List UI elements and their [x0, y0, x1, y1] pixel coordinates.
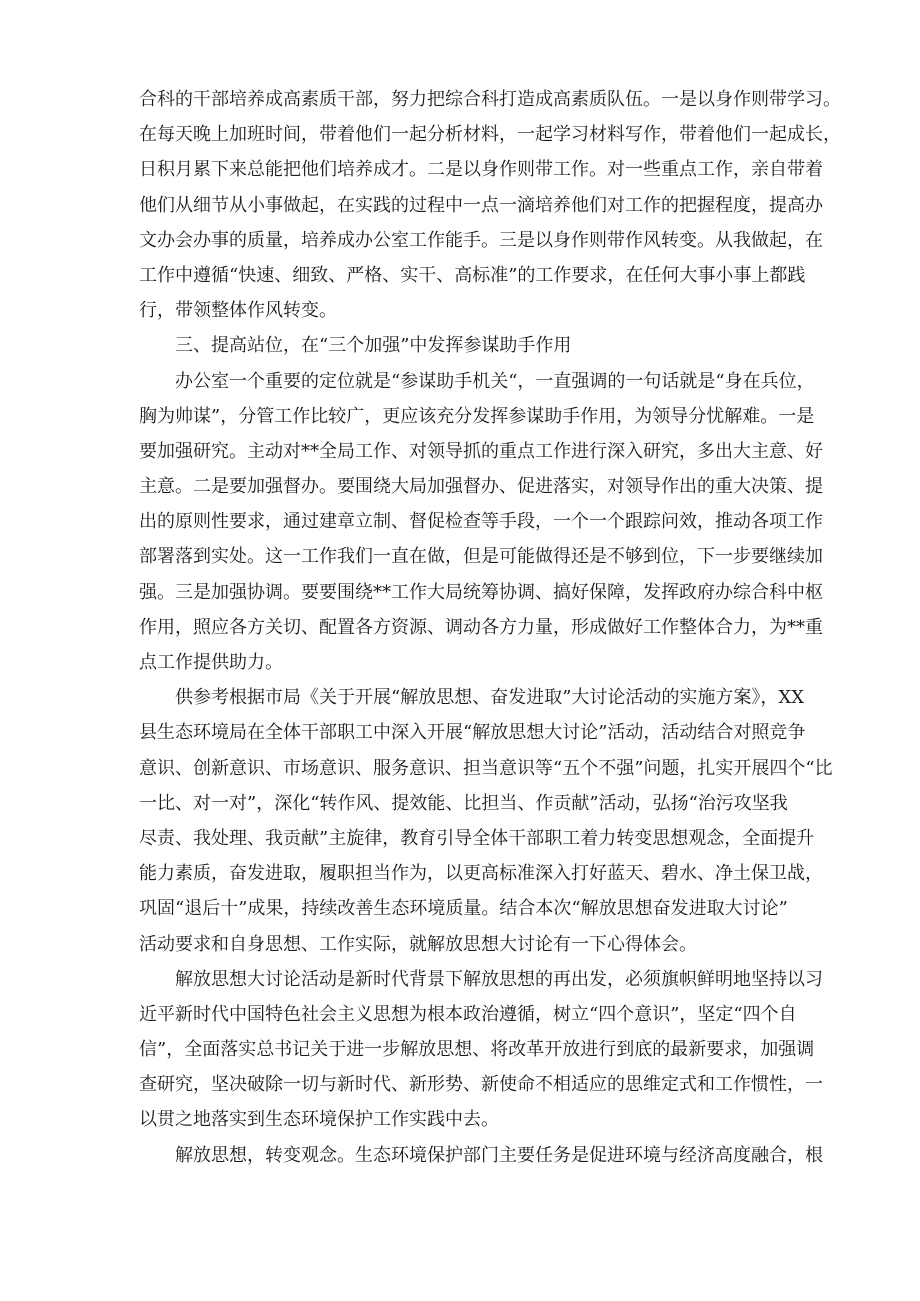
- text-line: 主意。二是要加强督办。要围绕大局加强督办、促进落实，对领导作出的重大决策、提: [139, 476, 823, 498]
- text-line: 强。三是加强协调。要要围绕**工作大局统筹协调、搞好保障，发挥政府办综合科中枢: [139, 581, 823, 603]
- text-line: 作用，照应各方关切、配置各方资源、调动各方力量，形成做好工作整体合力，为**重: [139, 616, 823, 638]
- section-heading: [139, 328, 785, 363]
- text-line: 日积月累下来总能把他们培养成才。二是以身作则带工作。对一些重点工作，亲自带着: [139, 159, 823, 181]
- text-line: 办公室一个重要的定位就是“参谋助手机关“，一直强调的一句话就是“身在兵位，: [175, 370, 815, 392]
- text-line: 工作中遵循“快速、细致、严格、实干、高标准”的工作要求，在任何大事小事上都践: [139, 264, 806, 286]
- paragraph: [139, 1138, 823, 1173]
- text-line: 一比、对一对”，深化“转作风、提效能、比担当、作贡献”活动，弘扬“治污攻坚我: [139, 792, 788, 814]
- paragraph: [139, 962, 823, 1138]
- text-line: 在每天晚上加班时间，带着他们一起分析材料，一起学习材料写作，带着他们一起成长，: [139, 124, 841, 146]
- text-line: 部署落到实处。这一工作我们一直在做，但是可能做得还是不够到位，下一步要继续加: [139, 546, 823, 568]
- text-line: 胸为帅谋”，分管工作比较广，更应该充分发挥参谋助手作用，为领导分忧解难。一是: [139, 405, 815, 427]
- text-line: 出的原则性要求，通过建章立制、督促检查等手段，一个一个跟踪问效，推动各项工作: [139, 511, 823, 533]
- document-page: [139, 82, 841, 1173]
- text-line: 文办会办事的质量，培养成办公室工作能手。三是以身作则带作风转变。从我做起，在: [139, 229, 823, 251]
- text-line: 意识、创新意识、市场意识、服务意识、担当意识等“五个不强”问题，扎实开展四个“比: [139, 757, 833, 779]
- text-line: 活动要求和自身思想、工作实际，就解放思想大讨论有一下心得体会。: [139, 933, 697, 955]
- text-line: 巩固“退后十”成果，持续改善生态环境质量。结合本次“解放思想奋发进取大讨论”: [139, 898, 788, 920]
- text-line: 三、提高站位，在“三个加强”中发挥参谋助手作用: [175, 335, 572, 357]
- text-line: 查研究，坚决破除一切与新时代、新形势、新使命不相适应的思维定式和工作惯性，一: [139, 1074, 823, 1096]
- text-line: 县生态环境局在全体干部职工中深入开展“解放思想大讨论”活动，活动结合对照竞争: [139, 722, 806, 744]
- text-line: 合科的干部培养成高素质干部，努力把综合科打造成高素质队伍。一是以身作则带学习。: [139, 89, 841, 110]
- paragraph: [139, 82, 841, 328]
- text-line: 解放思想大讨论活动是新时代背景下解放思想的再出发，必须旗帜鲜明地坚持以习: [175, 968, 823, 990]
- text-line: 要加强研究。主动对**全局工作、对领导抓的重点工作进行深入研究，多出大主意、好: [139, 440, 823, 462]
- text-line: 能力素质，奋发进取，履职担当作为，以更高标准深入打好蓝天、碧水、净土保卫战，: [139, 863, 823, 885]
- paragraph: [139, 680, 833, 962]
- text-line: 以贯之地落实到生态环境保护工作实践中去。: [139, 1109, 499, 1131]
- paragraph: [139, 364, 823, 681]
- text-line: 尽责、我处理、我贡献”主旋律，教育引导全体干部职工着力转变思想观念，全面提升: [139, 827, 815, 849]
- text-line: 信”，全面落实总书记关于进一步解放思想、将改革开放进行到底的最新要求，加强调: [139, 1039, 815, 1061]
- text-line: 点工作提供助力。: [139, 652, 283, 673]
- text-line: 供参考根据市局《关于开展“解放思想、奋发进取”大讨论活动的实施方案》，XX: [175, 687, 805, 709]
- text-line: 行，带领整体作风转变。: [139, 300, 337, 322]
- text-line: 近平新时代中国特色社会主义思想为根本政治遵循，树立“四个意识”，坚定“四个自: [139, 1003, 797, 1025]
- text-line: 他们从细节从小事做起，在实践的过程中一点一滴培养他们对工作的把握程度，提高办: [139, 194, 823, 216]
- text-line: 解放思想，转变观念。生态环境保护部门主要任务是促进环境与经济高度融合，根: [175, 1144, 823, 1166]
